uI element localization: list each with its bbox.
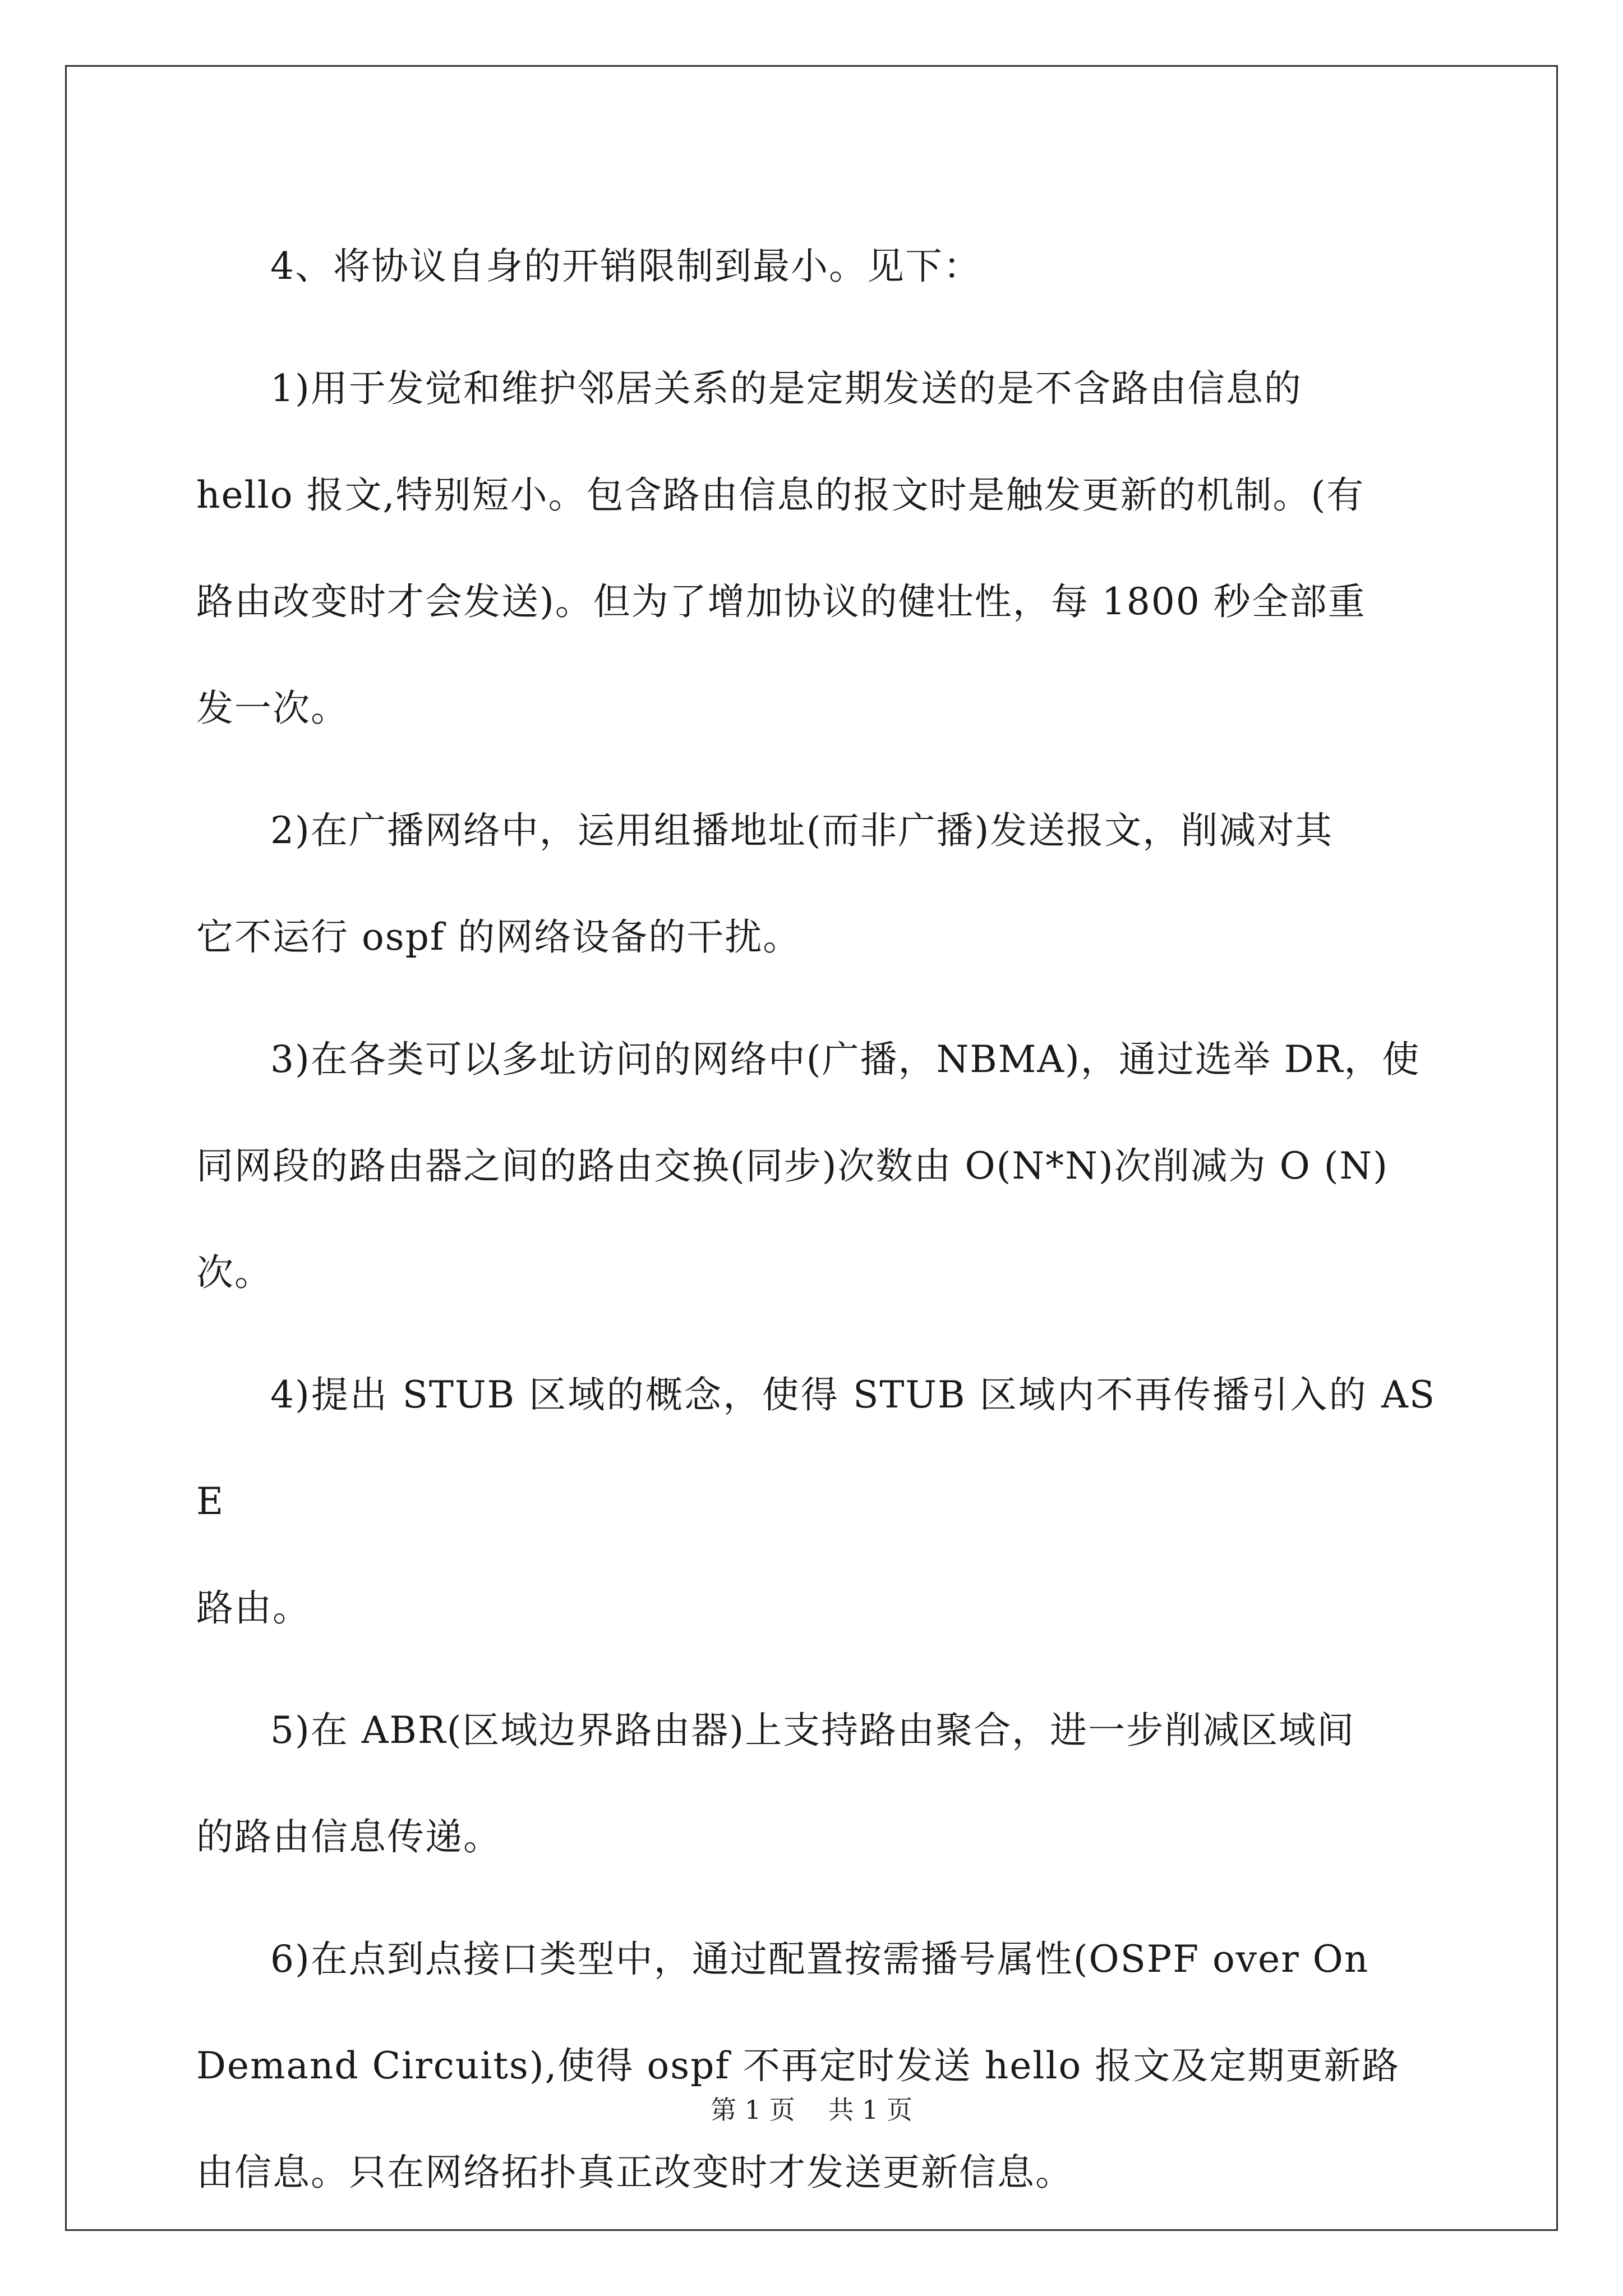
text-line: 2)在广播网络中，运用组播地址(而非广播)发送报文，削减对其	[270, 809, 1334, 852]
paragraph-stub-area	[196, 1342, 1436, 1662]
paragraph-abr-aggregation	[196, 1677, 1436, 1890]
text-line: hello 报文,特别短小。包含路由信息的报文时是触发更新的机制。(有	[196, 473, 1365, 517]
text-line: 6)在点到点接口类型中，通过配置按需播号属性(OSPF over On	[270, 1938, 1370, 1981]
paragraph-demand-circuits	[196, 1906, 1436, 2226]
text-line: 由信息。只在网络拓扑真正改变时才发送更新信息。	[196, 2151, 1073, 2194]
text-line: 路由。	[196, 1586, 311, 1630]
text-line: 4、将协议自身的开销限制到最小。见下：	[270, 245, 981, 288]
paragraph-multicast	[196, 777, 1436, 991]
text-line: Demand Circuits),使得 ospf 不再定时发送 hello 报文及定期更新路	[196, 2044, 1400, 2087]
text-line: 发一次。	[196, 687, 349, 730]
page-total: 共 1 页	[828, 2095, 912, 2125]
page-footer	[0, 2090, 1623, 2127]
text-line: 路由改变时才会发送)。但为了增加协议的健壮性，每 1800 秒全部重	[196, 580, 1366, 623]
document-body	[196, 213, 1436, 2242]
text-line: 4)提出 STUB 区域的概念，使得 STUB 区域内不再传播引入的 ASE	[196, 1373, 1436, 1523]
paragraph-overhead-intro	[196, 213, 1436, 320]
text-line: 的路由信息传递。	[196, 1815, 501, 1858]
text-line: 同网段的路由器之间的路由交换(同步)次数由 O(N*N)次削减为 O (N)	[196, 1144, 1389, 1188]
text-line: 5)在 ABR(区域边界路由器)上支持路由聚合，进一步削减区域间	[270, 1709, 1355, 1752]
text-line: 它不运行 ospf 的网络设备的干扰。	[196, 915, 801, 959]
text-line: 次。	[196, 1251, 273, 1294]
paragraph-dr-election	[196, 1006, 1436, 1326]
paragraph-hello-packets	[196, 335, 1436, 762]
text-line: 3)在各类可以多址访问的网络中(广播，NBMA)，通过选举 DR，使	[270, 1038, 1421, 1081]
page-number: 第 1 页	[711, 2095, 795, 2125]
text-line: 1)用于发觉和维护邻居关系的是定期发送的是不含路由信息的	[270, 367, 1302, 410]
